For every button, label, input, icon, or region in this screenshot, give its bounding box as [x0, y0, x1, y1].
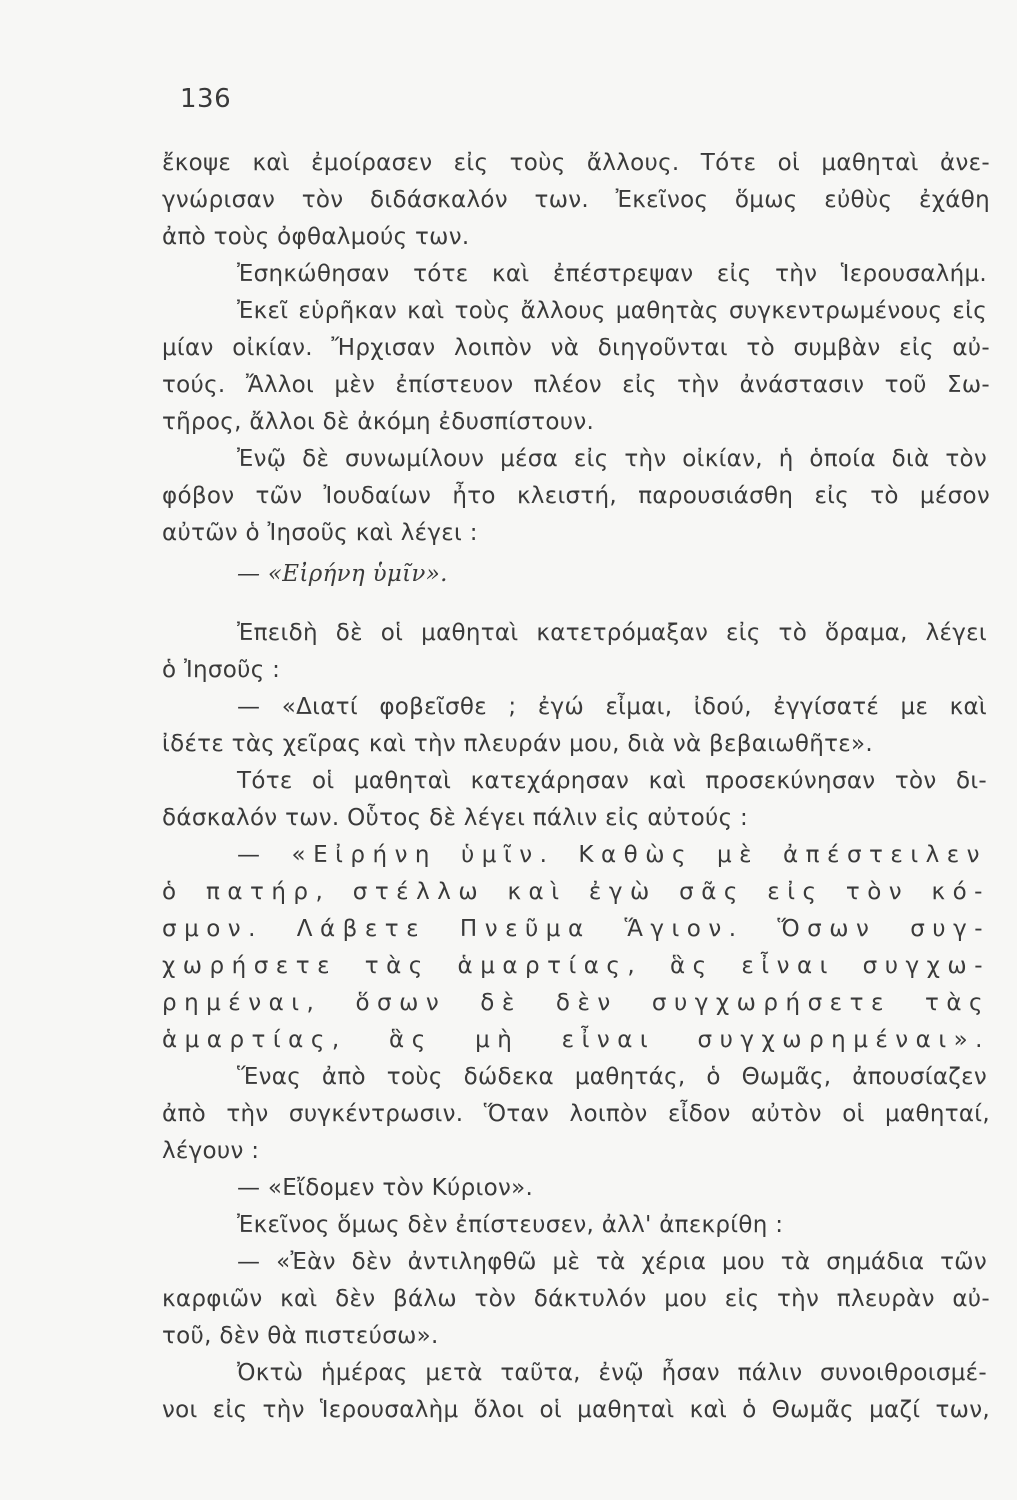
- text-line: Ὀκτὼ ἡμέρας μετὰ ταῦτα, ἐνῷ ἦσαν πάλιν συνοιθροισμέ-: [237, 1360, 987, 1386]
- dialogue-line: — «Διατί φοβεῖσθε ; ἐγώ εἶμαι, ἰδού, ἐγγίσατέ με καὶ: [237, 694, 987, 720]
- emphasized-line: σμον. Λάβετε Πνεῦμα Ἅγιον. Ὅσων συγ-: [162, 916, 990, 942]
- emphasized-line: ὁ πατήρ, στέλλω καὶ ἐγὼ σᾶς εἰς τὸν κό-: [162, 879, 990, 905]
- text-line: αὐτῶν ὁ Ἰησοῦς καὶ λέγει :: [162, 520, 478, 546]
- dialogue-line: — «Εἴδομεν τὸν Κύριον».: [237, 1175, 534, 1201]
- text-line: ἀπὸ τὴν συγκέντρωσιν. Ὅταν λοιπὸν εἶδον αὐτὸν οἱ μαθηταί,: [162, 1101, 990, 1127]
- text-line: γνώρισαν τὸν διδάσκαλόν των. Ἐκεῖνος ὅμως εὐθὺς ἐχάθη: [162, 187, 990, 213]
- emphasized-line: ἁμαρτίας, ἃς μὴ εἶναι συγχωρημέναι».: [162, 1027, 990, 1053]
- text-line: ἔκοψε καὶ ἐμοίρασεν εἰς τοὺς ἄλλους. Τότε οἱ μαθηταὶ ἀνε-: [162, 150, 990, 176]
- emphasized-line: χωρήσετε τὰς ἁμαρτίας, ἃς εἶναι συγχω-: [162, 953, 990, 979]
- text-line: Ἐπειδὴ δὲ οἱ μαθηταὶ κατετρόμαξαν εἰς τὸ ὅραμα, λέγει: [237, 620, 987, 646]
- text-line: νοι εἰς τὴν Ἱερουσαλὴμ ὅλοι οἱ μαθηταὶ καὶ ὁ Θωμᾶς μαζί των,: [162, 1397, 990, 1423]
- dialogue-line: — «Ἐὰν δὲν ἀντιληφθῶ μὲ τὰ χέρια μου τὰ σημάδια τῶν: [237, 1249, 987, 1275]
- text-line: Ἐκεῖ εὑρῆκαν καὶ τοὺς ἄλλους μαθητὰς συγκεντρωμένους εἰς: [237, 298, 987, 324]
- emphasized-line: ρημέναι, ὅσων δὲ δὲν συγχωρήσετε τὰς: [162, 990, 990, 1016]
- dialogue-line: — «Εἰρήνη ὑμῖν».: [237, 561, 448, 587]
- text-line: δάσκαλόν των. Οὗτος δὲ λέγει πάλιν εἰς αὐτούς :: [162, 805, 749, 831]
- emphasized-line: — «Εἰρήνη ὑμῖν. Καθὼς μὲ ἀπέστειλεν: [237, 842, 987, 868]
- text-line: ἰδέτε τὰς χεῖρας καὶ τὴν πλευράν μου, διὰ νὰ βεβαιωθῆτε».: [162, 731, 873, 757]
- text-line: τοῦ, δὲν θὰ πιστεύσω».: [162, 1323, 439, 1349]
- text-line: Ἕνας ἀπὸ τοὺς δώδεκα μαθητάς, ὁ Θωμᾶς, ἀπουσίαζεν: [237, 1064, 987, 1090]
- text-line: τῆρος, ἄλλοι δὲ ἀκόμη ἐδυσπίστουν.: [162, 409, 595, 435]
- text-line: Ἐνῷ δὲ συνωμίλουν μέσα εἰς τὴν οἰκίαν, ἡ ὁποία διὰ τὸν: [237, 446, 987, 472]
- text-line: τούς. Ἄλλοι μὲν ἐπίστευον πλέον εἰς τὴν ἀνάστασιν τοῦ Σω-: [162, 372, 990, 398]
- text-line: Τότε οἱ μαθηταὶ κατεχάρησαν καὶ προσεκύνησαν τὸν δι-: [237, 768, 987, 794]
- text-line: φόβον τῶν Ἰουδαίων ἦτο κλειστή, παρουσιάσθη εἰς τὸ μέσον: [162, 483, 990, 509]
- text-line: Ἐσηκώθησαν τότε καὶ ἐπέστρεψαν εἰς τὴν Ἱερουσαλήμ.: [237, 261, 987, 287]
- text-line: Ἐκεῖνος ὅμως δὲν ἐπίστευσεν, ἀλλ' ἀπεκρίθη :: [237, 1212, 784, 1238]
- text-line: λέγουν :: [162, 1138, 260, 1164]
- page-number: 136: [180, 84, 232, 114]
- text-line: ὁ Ἰησοῦς :: [162, 657, 281, 683]
- text-line: μίαν οἰκίαν. Ἤρχισαν λοιπὸν νὰ διηγοῦνται τὸ συμβὰν εἰς αὐ-: [162, 335, 990, 361]
- text-line: καρφιῶν καὶ δὲν βάλω τὸν δάκτυλόν μου εἰς τὴν πλευρὰν αὐ-: [162, 1286, 990, 1312]
- text-line: ἀπὸ τοὺς ὀφθαλμούς των.: [162, 224, 470, 250]
